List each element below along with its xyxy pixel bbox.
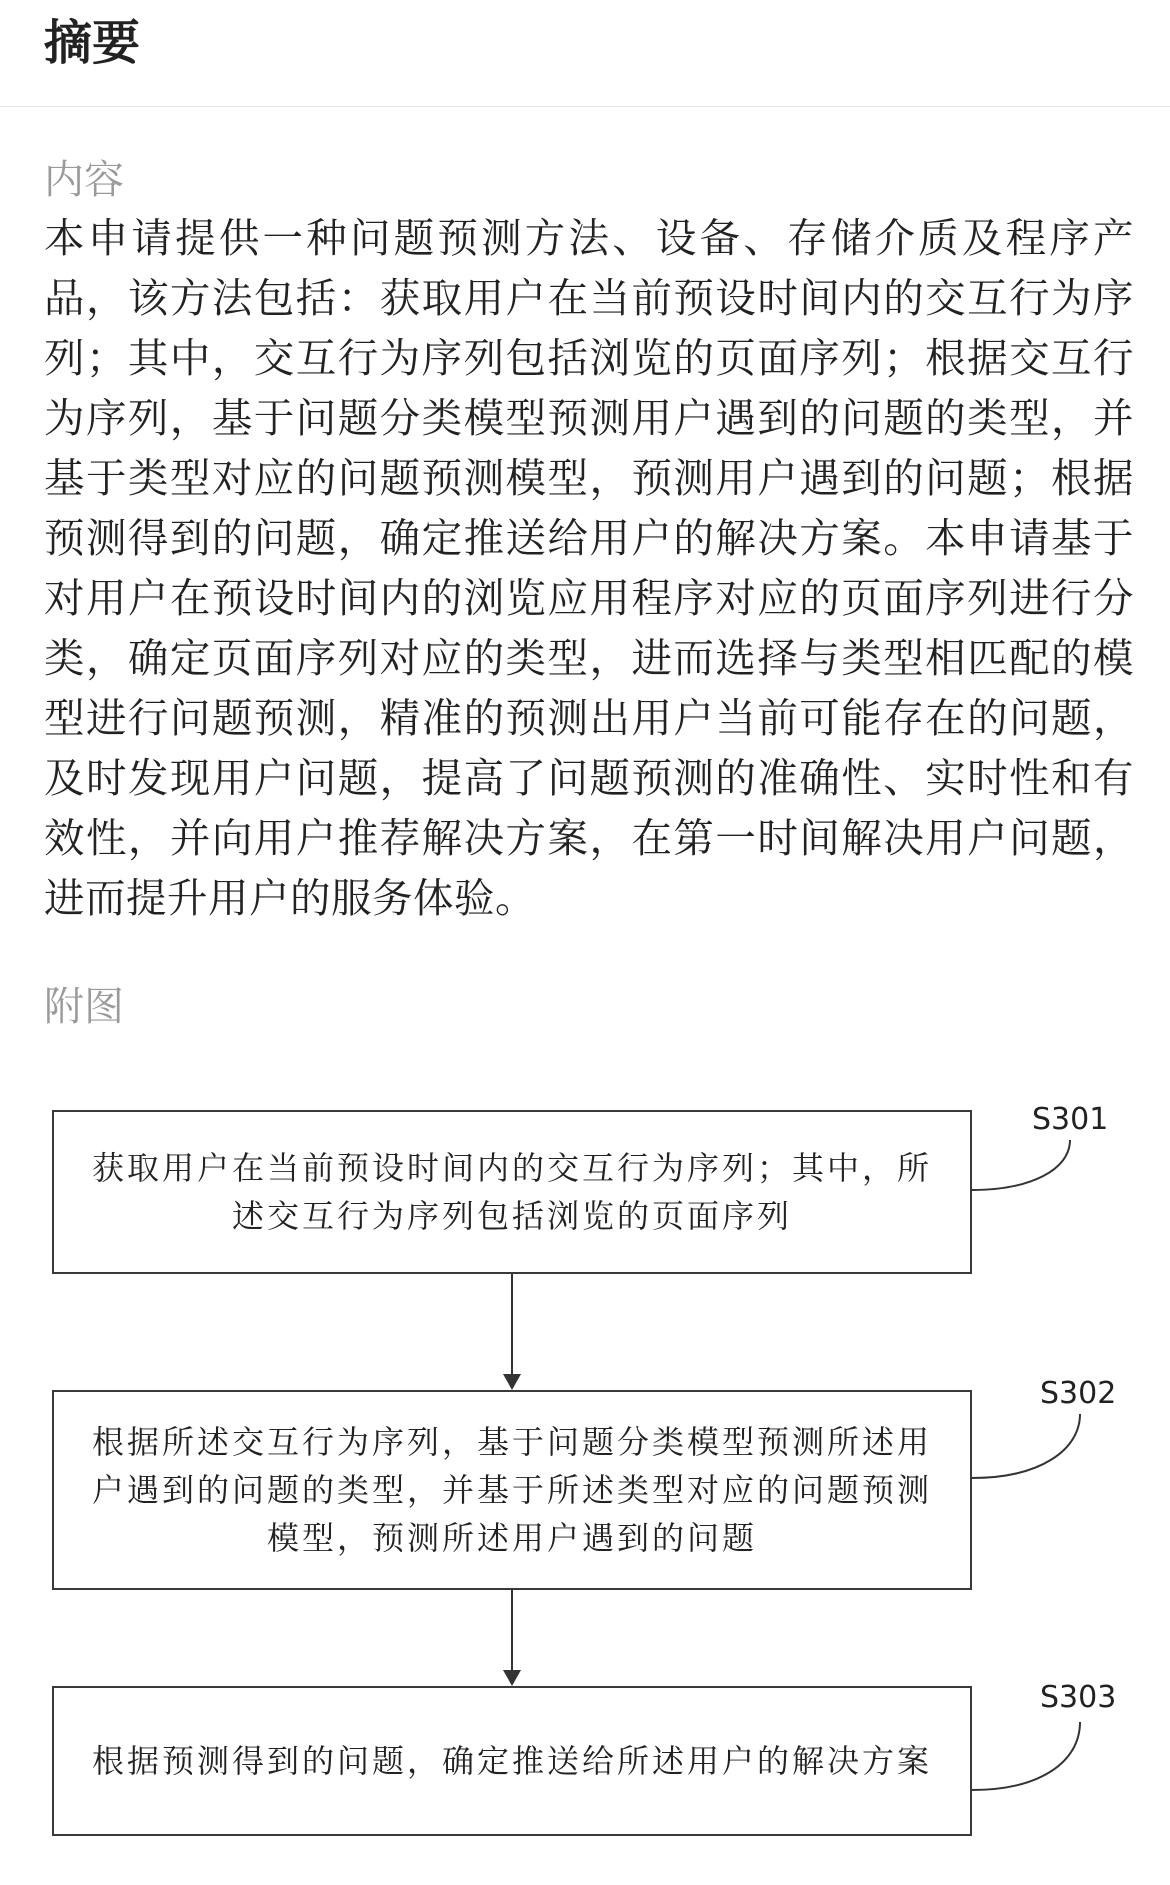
leader-s302	[972, 1414, 1080, 1478]
flow-step-box-s303: 根据预测得到的问题，确定推送给所述用户的解决方案	[52, 1686, 972, 1836]
leader-s303	[972, 1722, 1080, 1790]
step-label-s302: S302	[1040, 1376, 1117, 1411]
step-label-s301: S301	[1032, 1102, 1109, 1137]
arrow-head-2	[503, 1670, 521, 1686]
step-label-s303: S303	[1040, 1680, 1117, 1715]
header	[0, 0, 1170, 107]
flowchart	[0, 1090, 1170, 1885]
leader-s301	[972, 1140, 1070, 1190]
abstract-text: 本申请提供一种问题预测方法、设备、存储介质及程序产品，该方法包括：获取用户在当前预设时间内的交互行为序列；其中，交互行为序列包括浏览的页面序列；根据交互行为序列，基于问题分类模型预测用户遇到的问题的类型，并基于类型对应的问题预测模型，预测用户遇到的问题；根据预测得到的问题，确定推送给用户的解决方案。本申请基于对用户在预设时间内的浏览应用程序对应的页面序列进行分类，确定页面序列对应的类型，进而选择与类型相匹配的模型进行问题预测，精准的预测出用户当前可能存在的问题，及时发现用户问题，提高了问题预测的准确性、实时性和有效性，并向用户推荐解决方案，在第一时间解决用户问题，进而提升用户的服务体验。	[44, 214, 1134, 922]
arrow-head-1	[503, 1374, 521, 1390]
page-title: 摘要	[44, 15, 141, 71]
figure-section-label: 附图	[44, 984, 124, 1030]
flow-step-box-s302: 根据所述交互行为序列，基于问题分类模型预测所述用户遇到的问题的类型，并基于所述类型对应的问题预测模型，预测所述用户遇到的问题	[52, 1390, 972, 1590]
flow-step-box-s301: 获取用户在当前预设时间内的交互行为序列；其中，所述交互行为序列包括浏览的页面序列	[52, 1110, 972, 1274]
content-section-label: 内容	[44, 157, 124, 203]
